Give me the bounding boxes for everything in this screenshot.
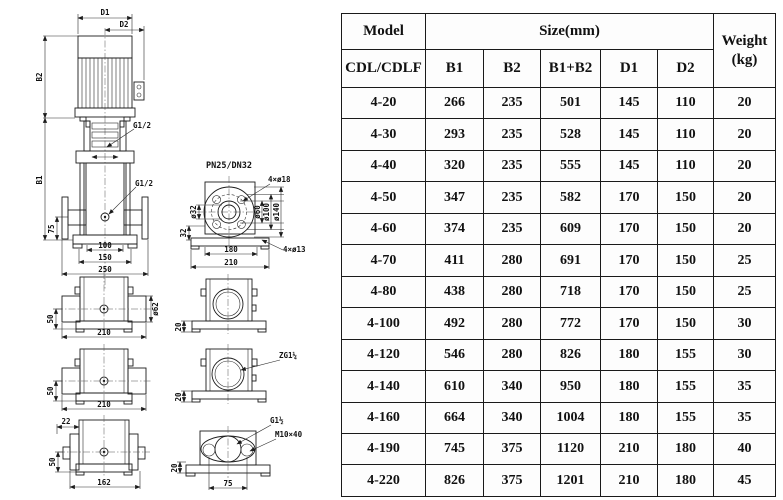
dim-75: 75 [47,224,56,234]
dim-dia32: ø32 [189,205,198,219]
cell-d1: 145 [601,119,658,150]
cell-weight: 35 [714,371,776,402]
pump-front-view [35,8,153,290]
dim-g12-mid: G1/2 [135,179,154,188]
dim-50-v3: 50 [48,457,57,467]
cell-b1: 438 [426,276,484,307]
cell-d2: 150 [658,276,714,307]
cell-d2: 155 [658,339,714,370]
cell-b1: 347 [426,182,484,213]
cell-model: 4-20 [342,88,426,119]
cell-model: 4-190 [342,433,426,464]
dim-250: 250 [98,265,112,274]
dim-dia140: ø140 [272,202,281,222]
header-model-series: CDL/CDLF [342,50,426,88]
header-model: Model [342,14,426,50]
base-side-view-3 [48,415,150,489]
cell-b1: 546 [426,339,484,370]
dim-150: 150 [98,253,112,262]
cell-b1b2: 691 [541,245,601,276]
table-row [342,465,776,497]
cell-model: 4-120 [342,339,426,370]
header-col-d1: D1 [601,50,658,88]
cell-b1b2: 718 [541,276,601,307]
cell-model: 4-50 [342,182,426,213]
cell-b2: 375 [484,465,541,497]
dim-22: 22 [61,417,71,426]
cell-b2: 280 [484,245,541,276]
cell-b1: 492 [426,308,484,339]
base-side-view-2 [46,344,152,411]
cell-weight: 20 [714,88,776,119]
cell-d1: 170 [601,245,658,276]
cell-d2: 150 [658,245,714,276]
cell-b1: 610 [426,371,484,402]
cell-weight: 35 [714,402,776,433]
cell-b1b2: 1004 [541,402,601,433]
cell-d2: 110 [658,119,714,150]
cell-weight: 20 [714,119,776,150]
cell-b2: 235 [484,88,541,119]
dim-b2: B2 [35,72,44,82]
dim-100: 100 [98,241,112,250]
cell-b1: 826 [426,465,484,497]
cell-d2: 150 [658,308,714,339]
cell-weight: 30 [714,308,776,339]
cell-b2: 280 [484,308,541,339]
dim-75-p3: 75 [223,479,233,488]
cell-b2: 375 [484,433,541,464]
dim-d2: D2 [119,20,129,29]
cell-b1b2: 826 [541,339,601,370]
cell-b2: 340 [484,402,541,433]
cell-b1: 266 [426,88,484,119]
dim-50-v1: 50 [46,314,55,324]
table-row [342,339,776,370]
cell-weight: 20 [714,182,776,213]
cell-b1b2: 1120 [541,433,601,464]
cell-model: 4-80 [342,276,426,307]
dim-210-flange: 210 [224,258,238,267]
cell-b2: 280 [484,276,541,307]
cell-weight: 20 [714,150,776,181]
cell-b1: 745 [426,433,484,464]
dim-g12-top: G1/2 [133,121,152,130]
cell-b1: 293 [426,119,484,150]
dim-20-p2: 20 [174,392,183,402]
cell-d2: 155 [658,402,714,433]
cell-model: 4-100 [342,308,426,339]
cell-b1b2: 772 [541,308,601,339]
cell-b1b2: 950 [541,371,601,402]
dim-dia62: ø62 [151,302,160,316]
cell-b2: 235 [484,119,541,150]
cell-d1: 170 [601,308,658,339]
dim-50-v2: 50 [46,386,55,396]
cell-d2: 155 [658,371,714,402]
drawing-svg [0,0,340,500]
cell-b2: 280 [484,339,541,370]
header-col-b1b2: B1+B2 [541,50,601,88]
dim-m10x40: M10×40 [275,430,303,439]
cell-d1: 210 [601,465,658,497]
cell-b1: 374 [426,213,484,244]
cell-weight: 30 [714,339,776,370]
table-row [342,433,776,464]
table-row [342,308,776,339]
cell-d2: 150 [658,213,714,244]
cell-b1: 411 [426,245,484,276]
header-weight-line1: Weight [721,32,768,49]
cell-model: 4-220 [342,465,426,497]
dim-g112: G1½ [270,416,284,425]
cell-b1b2: 528 [541,119,601,150]
dim-20-p1: 20 [174,322,183,332]
cell-d1: 145 [601,150,658,181]
cell-b1b2: 582 [541,182,601,213]
dim-zg114: ZG1¼ [279,351,298,360]
dim-210-v2: 210 [97,400,111,409]
cell-weight: 45 [714,465,776,497]
cell-model: 4-160 [342,402,426,433]
dim-dia60: ø60 [253,205,262,219]
header-size-mm: Size(mm) [426,14,714,50]
dim-162: 162 [97,478,111,487]
table-row [342,88,776,119]
header-weight [714,14,776,88]
cell-model: 4-60 [342,213,426,244]
cell-model: 4-140 [342,371,426,402]
header-weight-line2: (kg) [731,51,758,68]
cell-d1: 145 [601,88,658,119]
cell-d2: 180 [658,433,714,464]
dim-4xd13: 4×ø13 [283,245,306,254]
dim-32: 32 [179,228,188,238]
cell-d2: 110 [658,88,714,119]
base-side-view-1 [46,272,160,339]
cell-d1: 180 [601,402,658,433]
dim-dia100: ø100 [262,202,271,222]
cell-b2: 235 [484,213,541,244]
cell-d1: 180 [601,339,658,370]
cell-model: 4-30 [342,119,426,150]
cell-b2: 340 [484,371,541,402]
cell-weight: 25 [714,245,776,276]
cell-model: 4-70 [342,245,426,276]
cell-model: 4-40 [342,150,426,181]
cell-weight: 25 [714,276,776,307]
cell-d1: 170 [601,276,658,307]
port-side-view-1 [174,274,266,334]
header-col-d2: D2 [658,50,714,88]
dim-b1: B1 [35,175,44,185]
oval-flange-view [170,416,303,490]
cell-d2: 110 [658,150,714,181]
cell-b1b2: 501 [541,88,601,119]
cell-weight: 20 [714,213,776,244]
table-row [342,150,776,181]
dim-210-v1: 210 [97,328,111,337]
dim-180: 180 [224,245,238,254]
dimension-table [341,13,776,497]
cell-d1: 170 [601,182,658,213]
table-row [342,182,776,213]
pump-technical-drawing [0,0,340,500]
cell-b1b2: 609 [541,213,601,244]
table-body [342,88,776,497]
cell-d2: 150 [658,182,714,213]
table-row [342,245,776,276]
cell-b1: 320 [426,150,484,181]
table-row [342,402,776,433]
cell-b2: 235 [484,150,541,181]
header-col-b2: B2 [484,50,541,88]
cell-d1: 170 [601,213,658,244]
cell-weight: 40 [714,433,776,464]
dim-4xd18: 4×ø18 [268,175,291,184]
cell-d2: 180 [658,465,714,497]
header-col-b1: B1 [426,50,484,88]
flange-rating-label: PN25/DN32 [205,161,253,171]
cell-d1: 180 [601,371,658,402]
table-row [342,213,776,244]
port-side-view-2 [174,344,298,404]
cell-b2: 235 [484,182,541,213]
cell-b1b2: 1201 [541,465,601,497]
flange-top-view [179,161,306,269]
table-row [342,371,776,402]
cell-d1: 210 [601,433,658,464]
table-row [342,119,776,150]
cell-b1b2: 555 [541,150,601,181]
dim-20-p3: 20 [170,463,179,473]
cell-b1: 664 [426,402,484,433]
table-row [342,276,776,307]
dim-d1: D1 [100,8,110,17]
